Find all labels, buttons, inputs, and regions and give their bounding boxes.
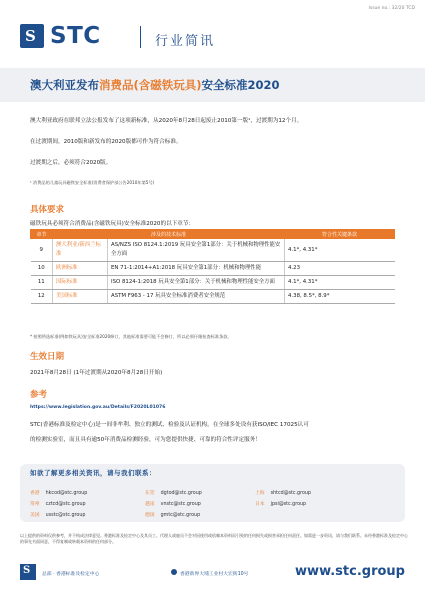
contact-entry: 常州 cztcd@stc.group (30, 502, 86, 507)
table-header-chapter: 章节 (31, 230, 53, 239)
reference-heading: 参考 (30, 390, 48, 400)
transition-paragraph: 在过渡期间，2010版和新发布的2020版都可作为符合标准。 (30, 139, 182, 145)
table-row: 11 国际标准 ISO 8124-1:2018 玩具安全第1部分：关于机械和物理性能安全方面 4.1*, 4.31* (31, 276, 395, 290)
issue-number: Issue no.: 32/20 TCD (368, 6, 415, 11)
table-header-clauses: 符合性关键条款 (285, 230, 395, 239)
table-row: 10 欧洲标准 EN 71-1:2014+A1:2018 玩具安全第1部分：机械和物理性能 4.23 (31, 262, 395, 276)
footer-website[interactable]: www.stc.group (295, 564, 405, 579)
reference-link[interactable]: https://www.legislation.gov.au/Details/F2020L01076 (30, 405, 166, 410)
contact-title: 如欲了解更多相关资讯，请与我们联系： (30, 469, 156, 477)
header-divider (140, 26, 141, 48)
intro-paragraph: 澳大利亚政府在联邦立法公报发布了这项新标准，从2020年8月28日起废止2010第一版¹，过渡期为12个月。 (30, 118, 303, 124)
table-row: 9 澳大利亚/新西兰标准 AS/NZS ISO 8124.1:2019 玩具安全第1部分：关于机械和物理性能安全方面 4.1*, 4.31* (31, 239, 395, 262)
standards-table (30, 229, 395, 304)
logo-text: STC (50, 23, 101, 49)
table-header-standard: 涉及的技术标准 (53, 230, 285, 239)
contact-entry: 东莞 dgtod@stc.group (145, 491, 202, 496)
newsletter-category: 行业简讯 (155, 34, 216, 49)
contact-entry: 美国 usstc@stc.group (30, 513, 86, 518)
stc-logo (20, 24, 120, 48)
logo-mark-icon: S (20, 24, 44, 48)
contact-entry: 德国 gmtc@stc.group (145, 513, 201, 518)
footer-logo-icon: S (20, 564, 36, 580)
effective-date-text: 2021年8月28日 (1年过渡期从2020年8月28日开始) (30, 370, 163, 376)
contact-entry: 日本 jpsi@stc.group (255, 502, 307, 507)
table-note: * 按照所选标准(例如铁玩具)安全标准2020修订，其他标准需要可能不会修订，所以必须仔细检查标准条款。 (30, 334, 232, 339)
about-line-1: STC(香港标准及检定中心)是一间非牟利、独立的测试、检验及认证机构，在全球多处设有获ISO/IEC 17025认可 (30, 422, 309, 428)
location-pin-icon (171, 569, 177, 575)
after-transition-paragraph: 过渡期之后，必须符合2020版。 (30, 160, 112, 166)
page-title: 澳大利亚发布消费品(含磁铁玩具)安全标准2020 (30, 78, 280, 92)
table-row: 12 美国标准 ASTM F963 - 17 玩具安全标准消费者安全规范 4.38, 8.5*, 8.9* (31, 290, 395, 304)
requirements-heading: 具体要求 (30, 205, 65, 215)
contact-entry: 香港 hkcod@stc.group (30, 491, 88, 496)
contact-entry: 越南 vnstc@stc.group (145, 502, 201, 507)
footer-org: 总部 · 香港标准及检定中心 (42, 572, 100, 577)
footnote: ¹ 消费品的儿童玩具磁铁安全标准(消费者保护部公告2010年第5号) (30, 180, 155, 185)
footer-address: 香港新界大埔工业村大宏街10号 (180, 572, 249, 577)
contact-entry: 上海 shtcd@stc.group (255, 491, 311, 496)
disclaimer: 以上提供的资料仅供参考，并不构成法律意见。香港标准及检定中心及其员工、代理人或雇员不会对因使用或依赖本资料而引致的任何损失或损害承担任何责任。如需进一步资讯，请与我们联系。未经香港标准及检定中心的事先书面同意，不得复制或转载本资料的任何部分。 (20, 533, 408, 544)
about-line-2: 的检测实验室，而且具有逾50年消费品检测经验，可为您提供快捷、可靠的符合性评定服务！ (30, 437, 261, 443)
requirements-intro: 磁铁玩具必须符合消费品(含磁铁玩具)安全标准2020的以下章节： (30, 221, 195, 227)
footer (20, 560, 405, 590)
effective-date-heading: 生效日期 (30, 352, 65, 362)
